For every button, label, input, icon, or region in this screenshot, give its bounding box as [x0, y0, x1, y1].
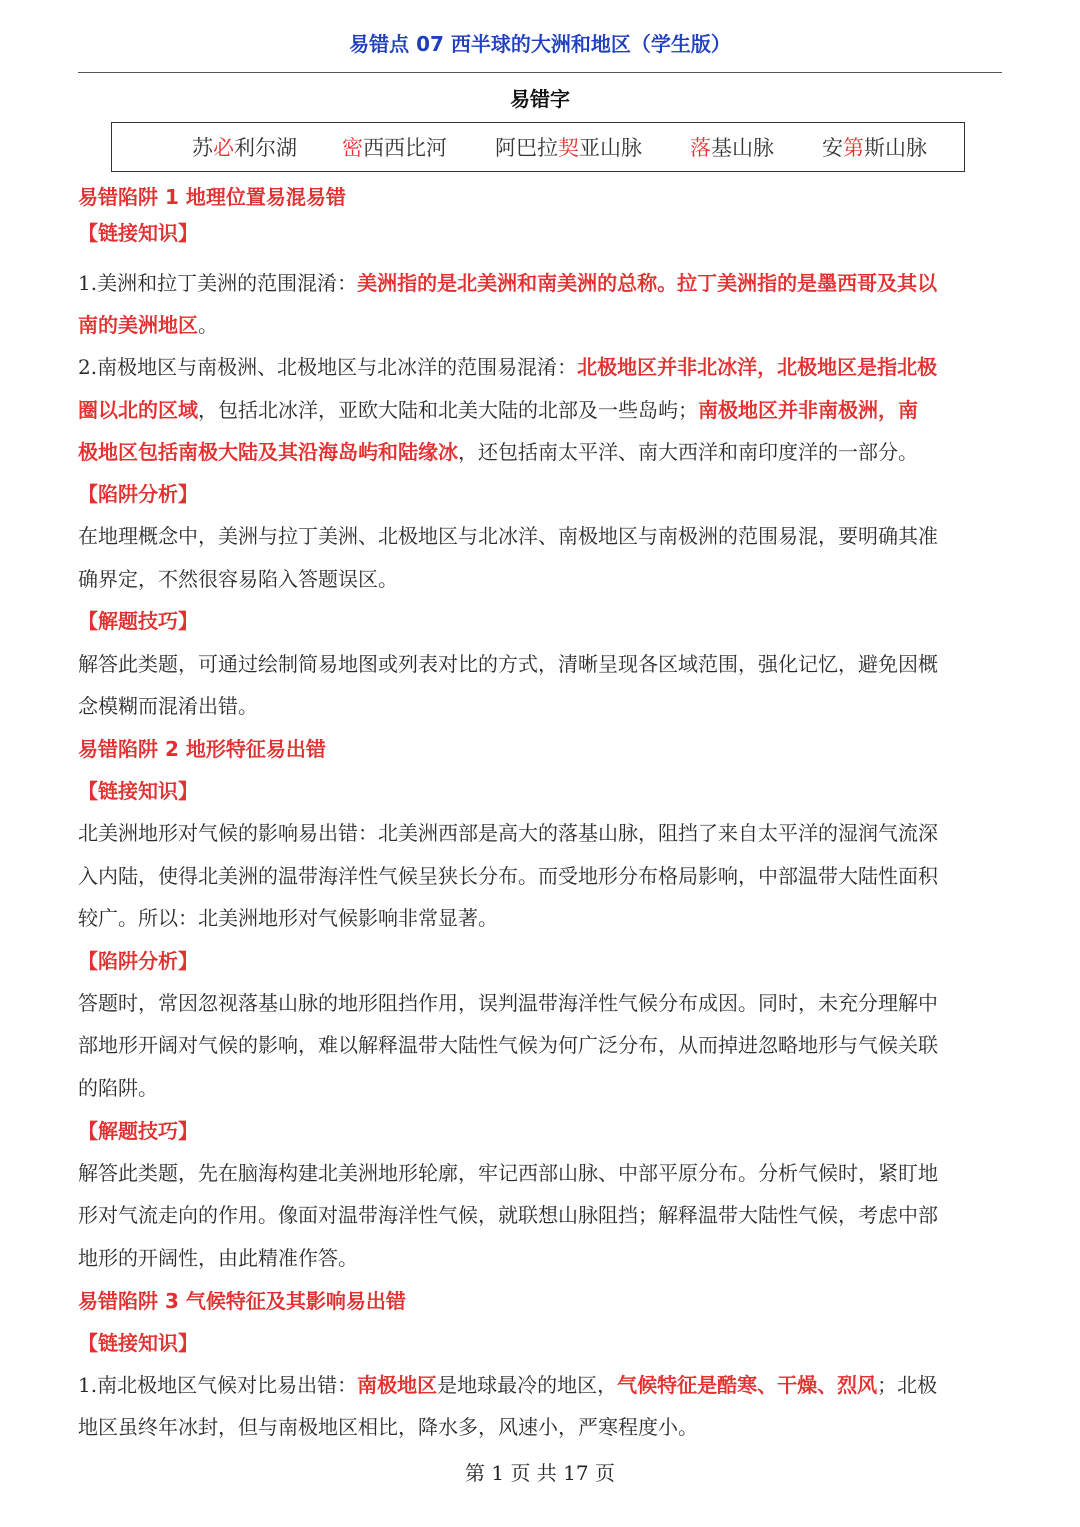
trap1-p2-line1: 2.南极地区与南极洲、北极地区与北冰洋的范围易混淆：北极地区并非北冰洋，北极地区是指北极: [78, 355, 938, 379]
page-header-title: 易错点 07 西半球的大洲和地区（学生版）: [349, 32, 731, 56]
trap2-analysis-line2: 部地形开阔对气候的影响，难以解释温带大陆性气候为何广泛分布，从而掉进忽略地形与气候关联: [78, 1033, 938, 1057]
trap2-tips-line1: 解答此类题，先在脑海构建北美洲地形轮廓，牢记西部山脉、中部平原分布。分析气候时，紧盯地: [78, 1161, 938, 1185]
trap1-p1-line1: 1.美洲和拉丁美洲的范围混淆：美洲指的是北美洲和南美洲的总称。拉丁美洲指的是墨西哥及其以: [78, 271, 938, 295]
trap1-title: 易错陷阱 1 地理位置易混易错: [78, 185, 346, 209]
trap1-p2-line3: 极地区包括南极大陆及其沿海岛屿和陆缘冰，还包括南太平洋、南大西洋和南印度洋的一部分。: [78, 440, 918, 464]
trap2-link-line3: 较广。所以：北美洲地形对气候影响非常显著。: [78, 906, 498, 930]
trap2-tips-tag: 【解题技巧】: [78, 1119, 198, 1143]
trap1-tips-line1: 解答此类题，可通过绘制简易地图或列表对比的方式，清晰呈现各区域范围，强化记忆，避免因概: [78, 652, 938, 676]
trap2-analysis-line3: 的陷阱。: [78, 1076, 158, 1100]
trap2-tips-line2: 形对气流走向的作用。像面对温带海洋性气候，就联想山脉阻挡；解释温带大陆性气候，考虑中部: [78, 1203, 938, 1227]
trap3-p1-line1: 1.南北极地区气候对比易出错：南极地区是地球最冷的地区，气候特征是酷寒、干燥、烈风；北极: [78, 1373, 938, 1397]
typo-word-3: 阿巴拉契亚山脉: [495, 136, 642, 160]
typo-word-2: 密西西比河: [342, 136, 447, 160]
typo-section-title: 易错字: [510, 87, 570, 111]
typo-word-5: 安第斯山脉: [822, 136, 927, 160]
trap3-p1-line2: 地区虽终年冰封，但与南极地区相比，降水多，风速小，严寒程度小。: [78, 1415, 698, 1439]
trap2-analysis-line1: 答题时，常因忽视落基山脉的地形阻挡作用，误判温带海洋性气候分布成因。同时，未充分理解中: [78, 991, 938, 1015]
trap2-title: 易错陷阱 2 地形特征易出错: [78, 737, 326, 761]
typo-word-1: 苏必利尔湖: [192, 136, 297, 160]
trap1-p1-line2: 南的美洲地区。: [78, 313, 218, 337]
header-divider: [78, 72, 1002, 73]
typo-word-box: [111, 122, 965, 172]
trap2-link-tag: 【链接知识】: [78, 779, 198, 803]
trap1-p2-line2: 圈以北的区域，包括北冰洋，亚欧大陆和北美大陆的北部及一些岛屿；南极地区并非南极洲，南: [78, 398, 918, 422]
typo-word-4: 落基山脉: [690, 136, 774, 160]
trap1-tips-line2: 念模糊而混淆出错。: [78, 694, 258, 718]
trap3-link-tag: 【链接知识】: [78, 1331, 198, 1355]
trap3-title: 易错陷阱 3 气候特征及其影响易出错: [78, 1289, 406, 1313]
page-footer-number: 第 1 页 共 17 页: [465, 1461, 615, 1485]
trap2-link-line1: 北美洲地形对气候的影响易出错：北美洲西部是高大的落基山脉，阻挡了来自太平洋的湿润气流深: [78, 821, 938, 845]
trap1-analysis-line2: 确界定，不然很容易陷入答题误区。: [78, 567, 398, 591]
trap1-analysis-line1: 在地理概念中，美洲与拉丁美洲、北极地区与北冰洋、南极地区与南极洲的范围易混，要明确其准: [78, 524, 938, 548]
trap2-tips-line3: 地形的开阔性，由此精准作答。: [78, 1246, 358, 1270]
trap1-tips-tag: 【解题技巧】: [78, 609, 198, 633]
trap2-analysis-tag: 【陷阱分析】: [78, 949, 198, 973]
trap2-link-line2: 入内陆，使得北美洲的温带海洋性气候呈狭长分布。而受地形分布格局影响，中部温带大陆性面积: [78, 864, 938, 888]
trap1-analysis-tag: 【陷阱分析】: [78, 482, 198, 506]
trap1-link-tag: 【链接知识】: [78, 221, 198, 245]
